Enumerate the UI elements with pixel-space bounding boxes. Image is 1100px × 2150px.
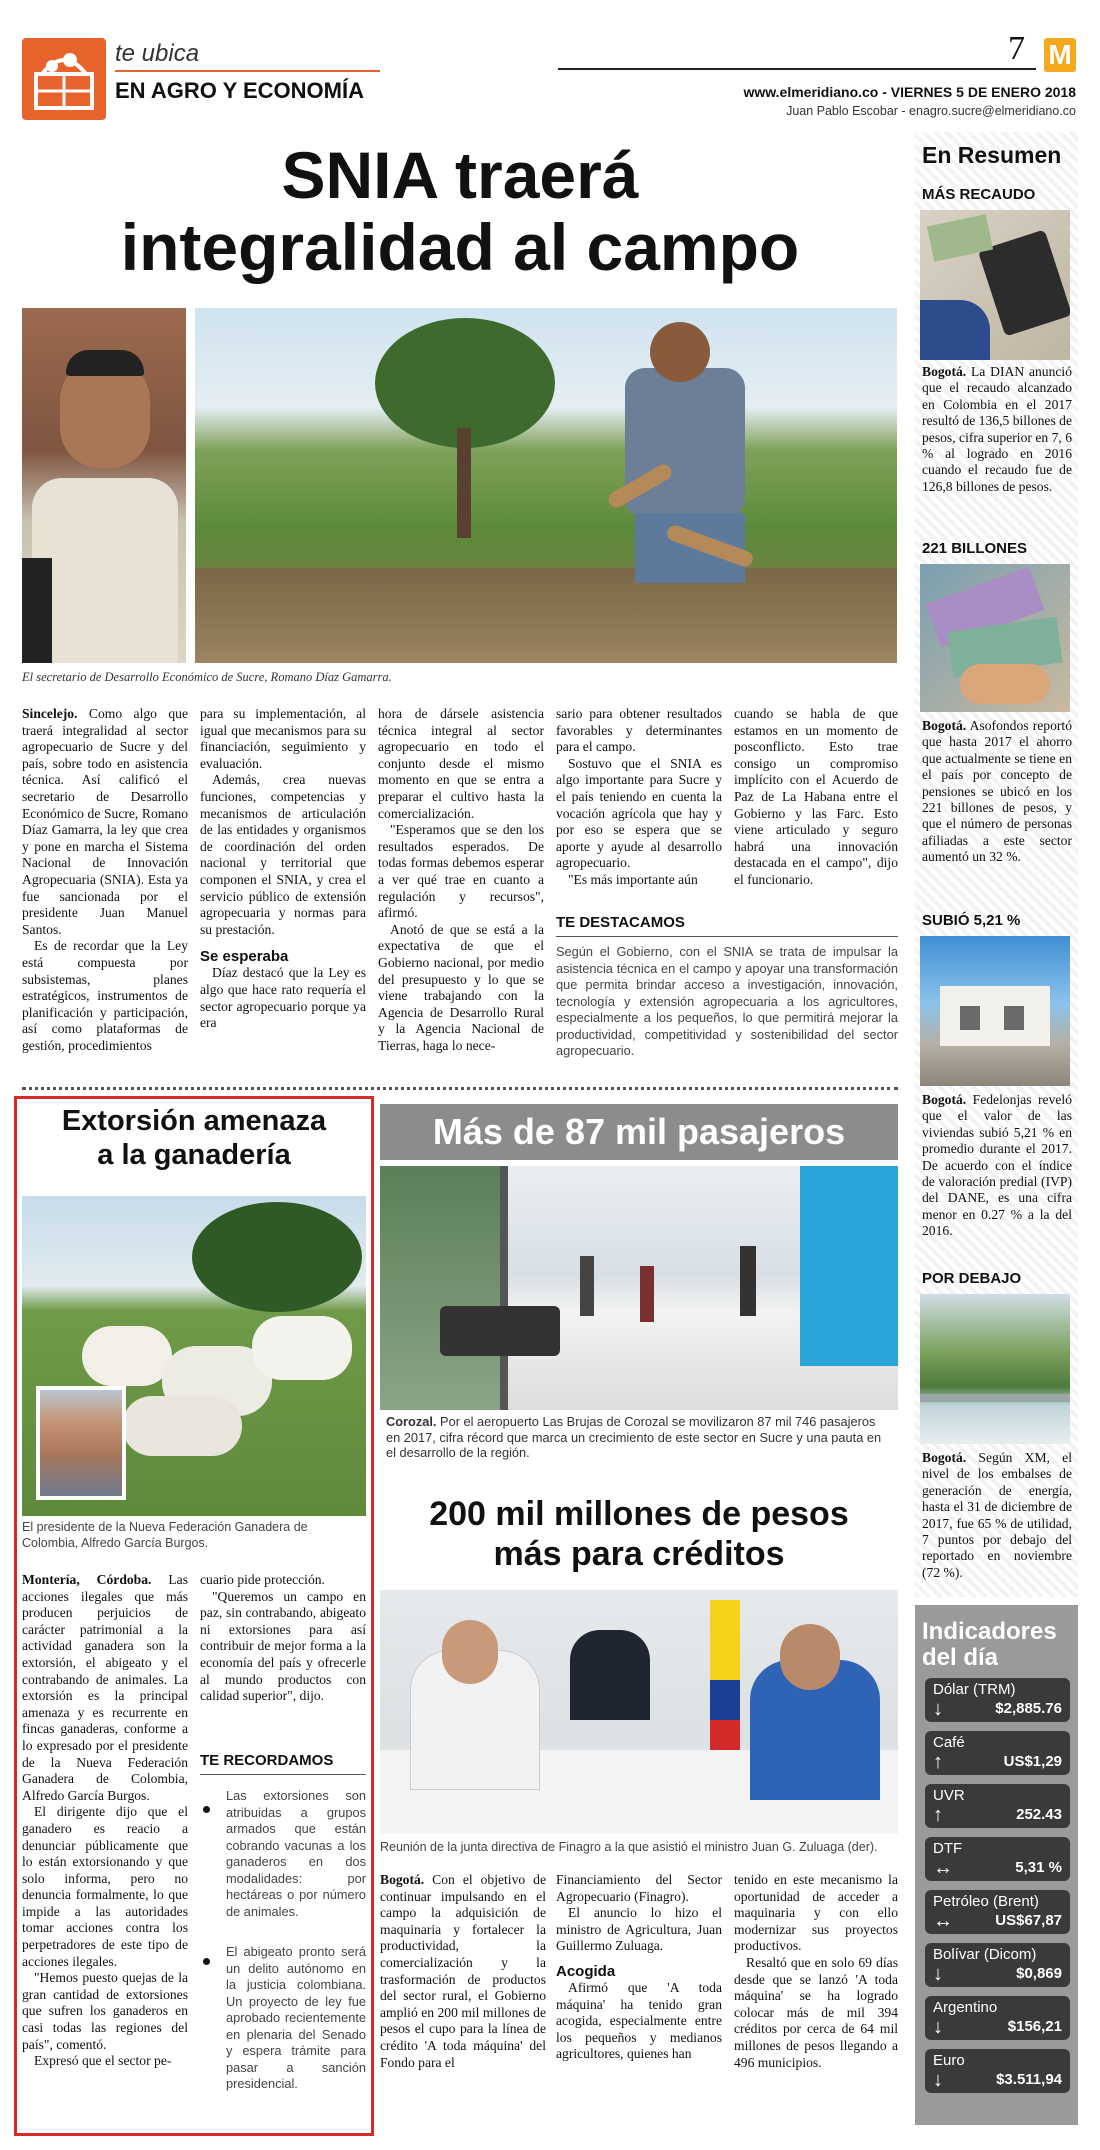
resumen-item-text-3 (922, 1092, 1072, 1240)
creditos-headline-1: 200 mil millones de pesos (429, 1495, 849, 1533)
main-col5-text: cuando se habla de que estamos en un momento de posconflicto. Esto trae consigo un compromiso implícito con el Acuerdo de Paz de La Habana entre el Gobierno y las Farc. Esto viene articulado y seguro habrá una innovación destacada en el campo", dijo el funcionario. (734, 706, 898, 887)
indicator-label: Café (933, 1734, 965, 1751)
pasajeros-caption-text: Por el aeropuerto Las Brujas de Corozal se movilizaron 87 mil 746 pasajeros en 2017, cifra récord que marca un crecimiento de este sector en Sucre y una pauta en el desarrollo de la región. (386, 1414, 882, 1460)
creditos-col2-text: Financiamiento del Sector Agropecuario (Finagro). (556, 1872, 722, 1904)
main-col1b-text: Es de recordar que la Ley está compuesta por subsistemas, planes estratégicos, instrumentos de planificación y participación, así como plataformas de gestión, procedimientos (22, 938, 188, 1053)
main-col3b-text: "Esperamos que se den los resultados esperados. De todas formas debemos esperar a ver qué trae en cuanto a regulación y recursos", afirmó. (378, 822, 544, 921)
extorsion-col1b-text: El dirigente dijo que el ganadero es reacio a denunciar públicamente que lo están extorsionando y que solo informa, pero no denuncia formalmente, lo que impide a las autoridades tomar acciones contra los perpetradores de este tipo de acciones ilegales. (22, 1804, 188, 1969)
indicator-label: Petróleo (Brent) (933, 1893, 1039, 1910)
main-col2-text: para su implementación, al igual que mecanismos para su financiación, seguimiento y evaluación. (200, 706, 366, 771)
indicator-cafe (925, 1731, 1070, 1775)
houses-photo (920, 936, 1070, 1086)
main-col-4 (556, 706, 722, 889)
indicator-value: 5,31 % (1015, 1859, 1062, 1876)
indicator-label: Bolívar (Dicom) (933, 1946, 1037, 1963)
recordamos-title: TE RECORDAMOS (200, 1752, 334, 1769)
reservoir-photo (920, 1294, 1070, 1444)
farmer-cassava-photo (195, 308, 897, 663)
bullet-dot-2 (203, 1958, 210, 1965)
main-col-1 (22, 706, 188, 1054)
resumen-body-3: Fedelonjas reveló que el valor de las viviendas subió 5,21 % en promedio durante el 2017. De acuerdo con el índice de valoración predial (IVP) del DANE, es una cifra menor en 0.27 % a la del 2016. (922, 1092, 1072, 1239)
resumen-item-text-4 (922, 1450, 1072, 1581)
header-rule (558, 68, 1036, 70)
extorsion-col2b-text: "Queremos un campo en paz, sin contrabando, abigeato ni extorsiones para así contribuir de mejor forma a la economía del país y ofrecerle al mundo productos con calidad superior", dijo. (200, 1588, 366, 1704)
indicator-argentino (925, 1996, 1070, 2040)
extorsion-headline-2: a la ganadería (97, 1139, 291, 1171)
extorsion-col-2 (200, 1572, 366, 1705)
farm-basket-icon (22, 38, 106, 120)
indicator-value: US$1,29 (1003, 1753, 1062, 1770)
destacamos-title: TE DESTACAMOS (556, 914, 685, 931)
recordamos-bullet-1: Las extorsiones son atribuidas a grupos armados que están cobrando vacunas a los ganaderos en dos modalidades: por hectáreas o por número de animales. (226, 1788, 366, 1919)
arrow-down-icon: ↓ (933, 2069, 943, 2091)
arrow-up-icon: ↑ (933, 1804, 943, 1826)
indicadores-title-1: Indicadores (922, 1618, 1057, 1645)
resumen-item-text-2 (922, 718, 1072, 866)
resumen-dateline-4: Bogotá. (922, 1450, 967, 1465)
extorsion-col1c-text: "Hemos puesto quejas de la gran cantidad de extorsiones que sufren los ganaderos en casi todas las regiones del país", comentó. (22, 1970, 188, 2052)
resumen-item-title-2: 221 BILLONES (922, 540, 1028, 557)
section-tagline: te ubica (115, 40, 200, 67)
extorsion-col2-text: cuario pide protección. (200, 1572, 325, 1587)
resumen-body-2: Asofondos reportó que hasta 2017 el ahorro que actualmente se tiene en el país por concepto de pensiones se ubicó en los 221 billones de pesos, y que el número de personas afiliadas a este sector aumentó un 32 %. (922, 718, 1072, 865)
main-col4c-text: "Es más importante aún (568, 871, 698, 887)
resumen-item-text-1 (922, 364, 1072, 495)
recordamos-bullet-2: El abigeato pronto será un delito autónomo en la justicia colombiana. Un proyecto de ley fue aprobado recientemente en plenaria del Senado y espera trámite para pasar a sanción presidencial. (226, 1944, 366, 2091)
arrow-down-icon: ↓ (933, 2016, 943, 2038)
indicator-bolivar (925, 1943, 1070, 1987)
airport-terminal-photo (380, 1166, 898, 1410)
resumen-item-title-1: MÁS RECAUDO (922, 186, 1036, 203)
section-name: EN AGRO Y ECONOMÍA (115, 78, 364, 103)
brand-logo: M (1044, 38, 1076, 72)
indicator-dolar (925, 1678, 1070, 1722)
main-col2c-text: Díaz destacó que la Ley es algo que hace rato requería el sector agropecuario porque ya era (200, 965, 366, 1031)
subhead-se-esperaba: Se esperaba (200, 948, 289, 966)
resumen-item-title-4: POR DEBAJO (922, 1270, 1022, 1287)
section-divider (22, 1087, 898, 1090)
page-number: 7 (1008, 30, 1025, 67)
indicator-label: UVR (933, 1787, 965, 1804)
resumen-dateline-2: Bogotá. (922, 718, 967, 733)
arrow-down-icon: ↓ (933, 1963, 943, 1985)
destacamos-text: Según el Gobierno, con el SNIA se trata de impulsar la asistencia técnica en el campo y apoyar una transformación que permita brindar acceso a investigación, innovación, tecnología y extensión agropecuaria a los agricultores, especialmente a los pequeños, lo que permitirá mejorar la productividad, competitividad y sostenibilidad del sector agropecuario. (556, 944, 898, 1058)
creditos-col-3 (734, 1872, 898, 2071)
pasajeros-headline: Más de 87 mil pasajeros (380, 1104, 898, 1160)
creditos-col3b-text: Resaltó que en solo 69 días desde que se lanzó 'A toda máquina' se ha logrado colocar más de mil 394 créditos por cerca de 64 mil millones de pesos llegando a 496 municipios. (734, 1954, 898, 2070)
creditos-col2c-text: Afirmó que 'A toda máquina' ha tenido gran acogida, especialmente entre los pequeños y medianos agricultores, quienes han (556, 1979, 722, 2062)
creditos-headline-2: más para créditos (493, 1535, 785, 1573)
extorsion-headline-1: Extorsión amenaza (61, 1105, 327, 1137)
main-col3-text: hora de dársele asistencia técnica integral al sector agropecuario en todo el conjunto desde el mismo momento en que se entra a preparar el cultivo hasta la comercialización. (378, 706, 544, 821)
extorsion-col-1 (22, 1572, 188, 2070)
main-col-3 (378, 706, 544, 1054)
indicator-value: 252.43 (1016, 1806, 1062, 1823)
dateline: Sincelejo. (22, 706, 78, 721)
extorsion-dateline: Montería, Córdoba. (22, 1572, 152, 1587)
byline: Juan Pablo Escobar - enagro.sucre@elmeridiano.co (786, 104, 1076, 118)
indicadores-title-2: del día (922, 1644, 999, 1671)
creditos-caption: Reunión de la junta directiva de Finagro a la que asistió el ministro Juan G. Zuluaga (der). (380, 1840, 878, 1854)
finagro-meeting-photo (380, 1590, 898, 1834)
indicator-label: Euro (933, 2052, 965, 2069)
indicator-label: Argentino (933, 1999, 998, 2016)
creditos-col-2 (556, 1872, 722, 2063)
indicator-label: DTF (933, 1840, 963, 1857)
extorsion-caption: El presidente de la Nueva Federación Ganadera de Colombia, Alfredo García Burgos. (22, 1520, 308, 1550)
indicator-value: $2,885.76 (995, 1700, 1062, 1717)
resumen-dateline-3: Bogotá. (922, 1092, 967, 1107)
indicator-uvr (925, 1784, 1070, 1828)
subhead-acogida: Acogida (556, 1962, 616, 1980)
main-col-5 (734, 706, 898, 889)
calculator-money-photo (920, 210, 1070, 360)
bullet-dot-1 (203, 1806, 210, 1813)
main-col1-text: Como algo que traerá integralidad al sector agropecuario de Sucre y del país, sobre todo en asistencia técnica. Así calificó el secretario de Desarrollo Económico de Sucre, Romano Díaz Gamarra, la ley que crea y pone en marcha el Sistema Nacional de Innovación Agropecuaria (SNIA). Esta ya fue sancionada por el presidente Juan Manuel Santos. (22, 706, 188, 937)
extorsion-col1-text: Las acciones ilegales que más producen perjuicios de carácter patrimonial a la actividad ganadera son la extorsión, el abigeato y el contrabando de animales. La extorsión es la principal amenaza y es recurrente en fincas ganaderas, conforme a lo expresado por el presidente de la Nueva Federación Ganadera de Colombia, Alfredo García Burgos. (22, 1572, 188, 1803)
resumen-title: En Resumen (922, 142, 1062, 168)
indicator-value: US$67,87 (995, 1912, 1062, 1929)
indicator-value: $156,21 (1007, 2018, 1062, 2035)
main-col-2 (200, 706, 366, 1032)
creditos-col2b-text: El anuncio lo hizo el ministro de Agricultura, Juan Guillermo Zuluaga. (556, 1905, 722, 1954)
banknotes-photo (920, 564, 1070, 712)
main-col4b-text: Sostuvo que el SNIA es algo importante para Sucre y el país teniendo en cuenta la vocación agrícola que hay y por eso se espera que se aporte y ayude al desarrollo agropecuario. (556, 755, 722, 871)
site-date: www.elmeridiano.co - VIERNES 5 DE ENERO 2018 (743, 84, 1076, 100)
main-col2b-text: Además, crea nuevas funciones, competencias y mecanismos de articulación de las entidades y organismos de coordinación del orden nacional y territorial que componen el SNIA, y crea el servicio público de extensión agropecuaria y normas para su prestación. (200, 772, 366, 937)
section-logo (22, 38, 106, 120)
extorsion-col1d-text: Expresó que el sector pe- (34, 2053, 172, 2069)
pasajeros-caption (386, 1414, 892, 1461)
resumen-body-1: La DIAN anunció que el recaudo alcanzado en Colombia en el 2017 resultó de 136,5 billones de pesos, cifra superior en 7, 6 % al logrado en 2016 cuando el recaudo fue de 126,8 billones de pesos. (922, 364, 1072, 494)
arrow-horizontal-icon: ↔ (933, 1910, 953, 1932)
pasajeros-dateline: Corozal. (386, 1414, 437, 1429)
indicator-label: Dólar (TRM) (933, 1681, 1016, 1698)
arrow-down-icon: ↓ (933, 1698, 943, 1720)
resumen-dateline-1: Bogotá. (922, 364, 967, 379)
indicator-value: $0,869 (1016, 1965, 1062, 1982)
destacamos-rule (556, 936, 898, 937)
resumen-item-title-3: SUBIÓ 5,21 % (922, 912, 1021, 929)
tagline-rule (115, 70, 380, 72)
creditos-col3-text: tenido en este mecanismo la oportunidad de acceder a maquinaria y con ello modernizar sus proyectos productivos. (734, 1872, 898, 1954)
indicator-euro (925, 2049, 1070, 2093)
arrow-horizontal-icon: ↔ (933, 1857, 953, 1879)
indicator-petroleo (925, 1890, 1070, 1934)
creditos-dateline: Bogotá. (380, 1872, 425, 1887)
indicator-value: $3.511,94 (996, 2071, 1062, 2088)
portrait-photo (22, 308, 186, 663)
main-headline-line2: integralidad al campo (120, 210, 800, 284)
recordamos-rule (200, 1774, 366, 1775)
main-headline-line1: SNIA traerá (281, 138, 639, 212)
creditos-col-1 (380, 1872, 546, 2071)
main-col3c-text: Anotó de que se está a la expectativa de que el Gobierno nacional, por medio del presupuesto y lo que se viene trabajando con la Agencia de Desarrollo Rural y la Agencia Nacional de Tierras, haga lo nece- (378, 921, 544, 1053)
indicator-dtf (925, 1837, 1070, 1881)
inset-portrait (40, 1390, 122, 1496)
resumen-body-4: Según XM, el nivel de los embalses de generación de energía, hasta el 31 de diciembre de 2017, fue 65 % de utilidad, 7 puntos por debajo del reportado en noviembre (72 %). (922, 1450, 1072, 1580)
arrow-up-icon: ↑ (933, 1751, 943, 1773)
main-col4-text: sario para obtener resultados favorables y determinantes para el campo. (556, 706, 722, 755)
main-photo-caption: El secretario de Desarrollo Económico de Sucre, Romano Díaz Gamarra. (22, 670, 392, 684)
creditos-col1-text: Con el objetivo de continuar impulsando en el campo la adquisición de maquinaria y fortalecer la productividad, la comercialización y la trasformación de productos del sector rural, el Gobierno amplió en 200 mil millones de pesos el cupo para la línea de crédito 'A toda máquina' del Fondo para el (380, 1872, 546, 2070)
cattle-photo (22, 1196, 366, 1516)
